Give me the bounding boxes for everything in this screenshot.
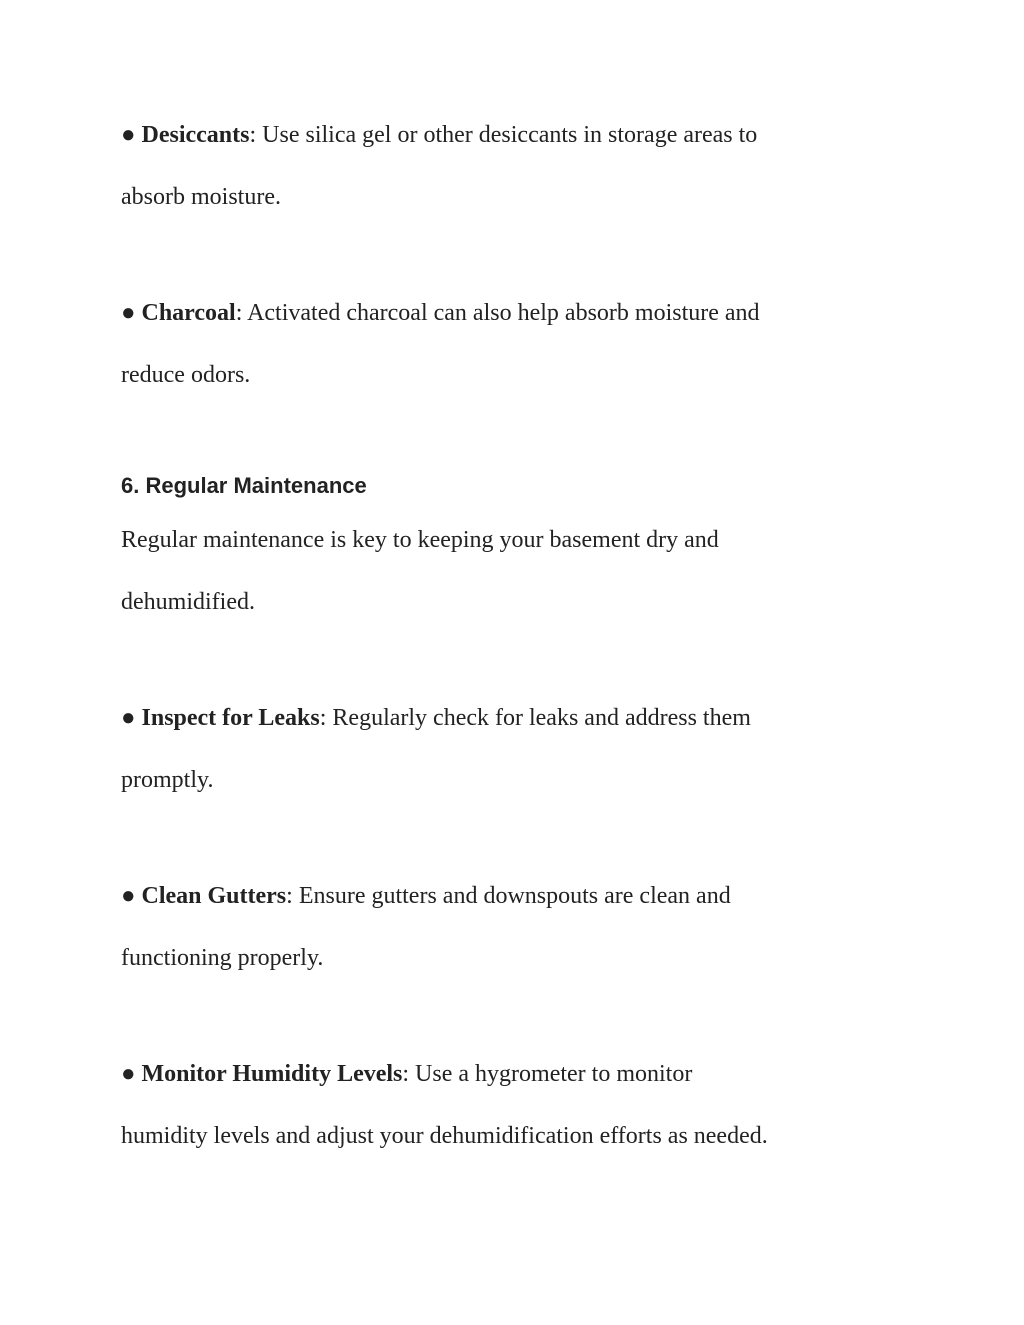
list-item-line [121,703,751,733]
list-item-description: : Regularly check for leaks and address them [319,705,751,731]
list-item-description: : Ensure gutters and downspouts are clean and [286,883,731,909]
list-item-description: : Activated charcoal can also help absorb moisture and [235,300,760,326]
list-item-line [121,881,731,911]
list-item-line [121,298,760,328]
list-item-continuation: absorb moisture. [121,184,281,210]
bullet-icon: ● [121,705,136,731]
bullet-icon: ● [121,300,136,326]
list-item-description: : Use silica gel or other desiccants in storage areas to [249,122,758,148]
list-item-continuation: functioning properly. [121,945,324,971]
intro-line: dehumidified. [121,589,255,615]
list-item-line [121,120,757,150]
intro-line: Regular maintenance is key to keeping your basement dry and [121,527,719,553]
bullet-icon: ● [121,122,136,148]
list-item-term: Clean Gutters [141,883,287,909]
list-item-continuation: humidity levels and adjust your dehumidification efforts as needed. [121,1123,768,1149]
bullet-icon: ● [121,1061,136,1087]
list-item-term: Monitor Humidity Levels [141,1061,403,1087]
list-item-term: Desiccants [141,122,250,148]
list-item-term: Inspect for Leaks [141,705,320,731]
list-item-description: : Use a hygrometer to monitor [402,1061,693,1087]
list-item-term: Charcoal [141,300,236,326]
list-item-continuation: promptly. [121,767,214,793]
bullet-icon: ● [121,883,136,909]
list-item-continuation: reduce odors. [121,362,251,388]
section-heading: 6. Regular Maintenance [121,473,367,498]
list-item-line [121,1059,692,1089]
